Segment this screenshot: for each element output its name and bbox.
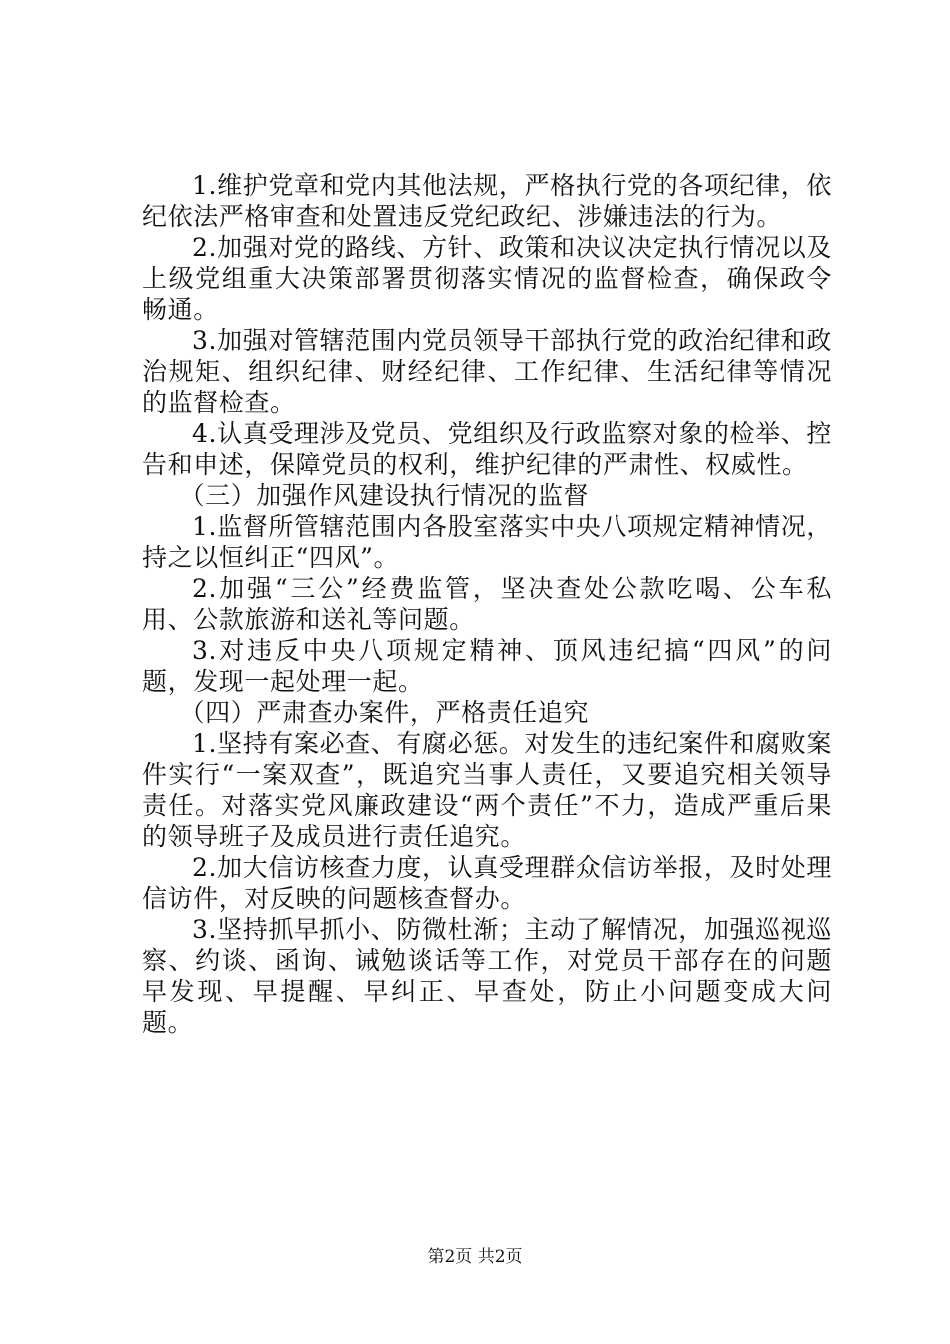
section-heading-3: （三）加强作风建设执行情况的监督 (179, 481, 590, 510)
paragraph-discipline-4: 4.认真受理涉及党员、党组织及行政监察对象的检举、控告和申述，保障党员的权利，维护纪律的严肃性、权威性。 (142, 419, 832, 479)
section-heading-4: （四）严肃查办案件，严格责任追究 (179, 698, 590, 727)
paragraph-style-2: 2.加强“三公”经费监管，坚决查处公款吃喝、公车私用、公款旅游和送礼等问题。 (142, 574, 832, 634)
paragraph-cases-2: 2.加大信访核查力度，认真受理群众信访举报，及时处理信访件，对反映的问题核查督办。 (142, 853, 832, 913)
document-body (142, 170, 832, 1038)
paragraph-discipline-3: 3.加强对管辖范围内党员领导干部执行党的政治纪律和政治规矩、组织纪律、财经纪律、工作纪律、生活纪律等情况的监督检查。 (142, 326, 832, 417)
paragraph-style-3: 3.对违反中央八项规定精神、顶风违纪搞“四风”的问题，发现一起处理一起。 (142, 636, 832, 696)
paragraph-cases-3: 3.坚持抓早抓小、防微杜渐；主动了解情况，加强巡视巡察、约谈、函询、诫勉谈话等工作，对党员干部存在的问题早发现、早提醒、早纠正、早查处，防止小问题变成大问题。 (142, 915, 832, 1037)
page-number-footer: 第2页 共2页 (427, 1247, 523, 1267)
paragraph-style-1: 1.监督所管辖范围内各股室落实中央八项规定精神情况，持之以恒纠正“四风”。 (142, 512, 832, 572)
paragraph-cases-1: 1.坚持有案必查、有腐必惩。对发生的违纪案件和腐败案件实行“一案双查”，既追究当事人责任，又要追究相关领导责任。对落实党风廉政建设“两个责任”不力，造成严重后果的领导班子及成员进行责任追究。 (142, 729, 832, 851)
paragraph-discipline-2: 2.加强对党的路线、方针、政策和决议决定执行情况以及上级党组重大决策部署贯彻落实情况的监督检查，确保政令畅通。 (142, 233, 832, 324)
paragraph-discipline-1: 1.维护党章和党内其他法规，严格执行党的各项纪律，依纪依法严格审查和处置违反党纪政纪、涉嫌违法的行为。 (142, 171, 832, 231)
